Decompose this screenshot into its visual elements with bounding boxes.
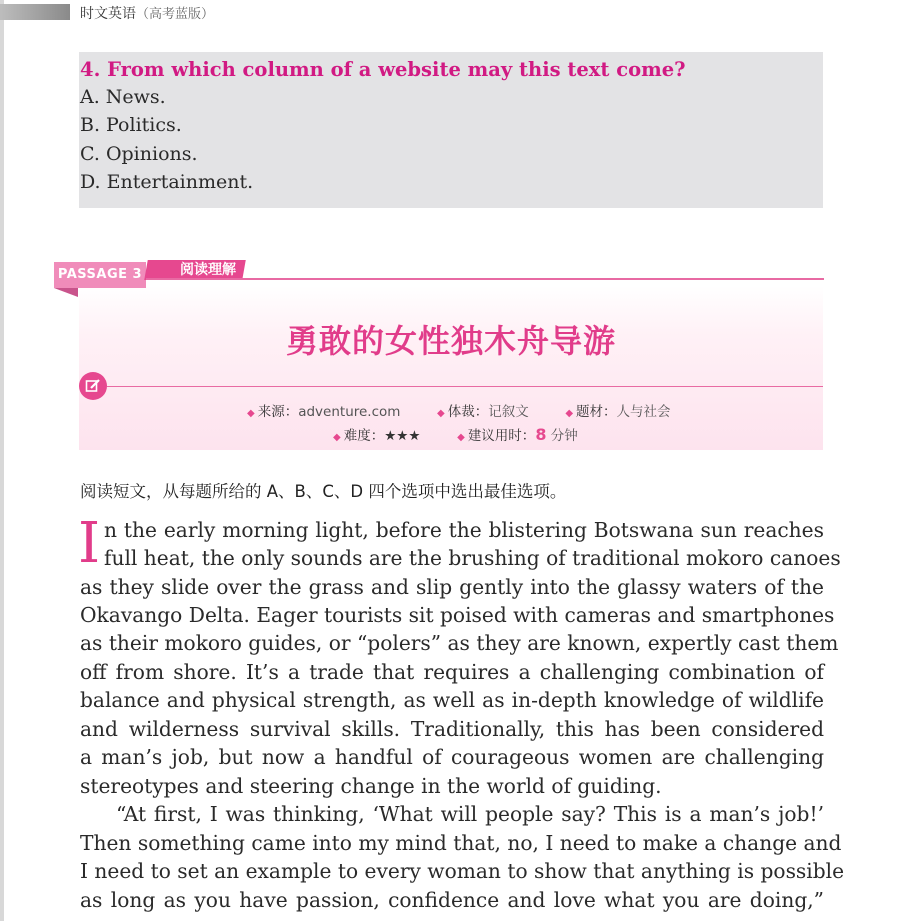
paragraph-line: as long as you have passion, confidence and love what you are doing,” — [80, 888, 824, 912]
passage-tag-fold — [54, 288, 78, 297]
paragraph-line: I need to set an example to every woman to show that anything is possible — [80, 859, 845, 883]
paragraph-line: n the early morning light, before the blistering Botswana sun reaches — [104, 518, 824, 542]
section-rule — [146, 278, 824, 280]
section-label-text: 阅读理解 — [180, 262, 236, 278]
paragraph-line: as they slide over the grass and slip gently into the glassy waters of the — [80, 575, 824, 599]
drop-cap: I — [78, 511, 101, 576]
option-c: C. Opinions. — [80, 143, 198, 165]
paragraph-line: “At first, I was thinking, ‘What will people say? This is a man’s job!’ — [116, 802, 824, 826]
bullet-icon: ◆ — [333, 432, 341, 443]
paragraph-line: and wilderness survival skills. Traditionally, this has been considered — [80, 717, 824, 741]
difficulty-label: 难度： — [343, 428, 385, 444]
meta-line-2 — [333, 424, 578, 444]
book-title — [80, 3, 214, 23]
section-label — [144, 260, 246, 280]
option-a: A. News. — [80, 86, 166, 108]
paragraph-line: Then something came into my mind that, no, I need to make a change and — [80, 831, 842, 855]
difficulty-stars: ★★★ — [384, 428, 421, 444]
topic-value: 人与社会 — [616, 404, 671, 420]
bullet-icon: ◆ — [457, 432, 465, 443]
meta-line-1 — [247, 400, 671, 420]
paragraph-line: stereotypes and steering change in the world of guiding. — [80, 774, 662, 798]
bullet-icon: ◆ — [565, 408, 574, 419]
paragraph-line: full heat, the only sounds are the brushing of traditional mokoro canoes — [104, 546, 841, 570]
paragraph-line: as their mokoro guides, or “polers” as they are known, expertly cast them — [80, 631, 839, 655]
paragraph-line: Okavango Delta. Eager tourists sit poised with cameras and smartphones — [80, 603, 835, 627]
genre-label: 体裁： — [447, 404, 489, 420]
paragraph-line: off from shore. It’s a trade that requires a challenging combination of — [80, 660, 824, 684]
question-box — [79, 52, 823, 208]
page-edge — [0, 0, 4, 921]
pencil-icon — [79, 372, 107, 400]
book-title-edition: （高考蓝版） — [136, 7, 215, 22]
time-label: 建议用时： — [467, 428, 536, 444]
question-stem: 4. From which column of a website may this text come? — [80, 58, 686, 81]
topic-label: 题材： — [576, 404, 617, 420]
option-d: D. Entertainment. — [80, 171, 254, 193]
info-rule — [107, 386, 823, 387]
instructions: 阅读短文，从每题所给的 A、B、C、D 四个选项中选出最佳选项。 — [80, 482, 567, 501]
source-label: 来源： — [257, 404, 299, 420]
source-value: adventure.com — [298, 404, 401, 420]
book-title-main: 时文英语 — [80, 6, 136, 22]
time-unit: 分钟 — [550, 428, 578, 444]
paragraph-line: balance and physical strength, as well as in-depth knowledge of wildlife — [80, 688, 824, 712]
paragraph-line: a man’s job, but now a handful of courageous women are challenging — [80, 745, 824, 769]
header-bar — [0, 4, 70, 20]
passage-title: 勇敢的女性独木舟导游 — [285, 322, 616, 360]
passage-tag: PASSAGE 3 — [54, 262, 146, 288]
genre-value: 记叙文 — [488, 404, 529, 420]
bullet-icon: ◆ — [437, 408, 445, 419]
option-b: B. Politics. — [80, 114, 182, 136]
time-value: 8 — [535, 425, 547, 444]
bullet-icon: ◆ — [247, 408, 255, 419]
